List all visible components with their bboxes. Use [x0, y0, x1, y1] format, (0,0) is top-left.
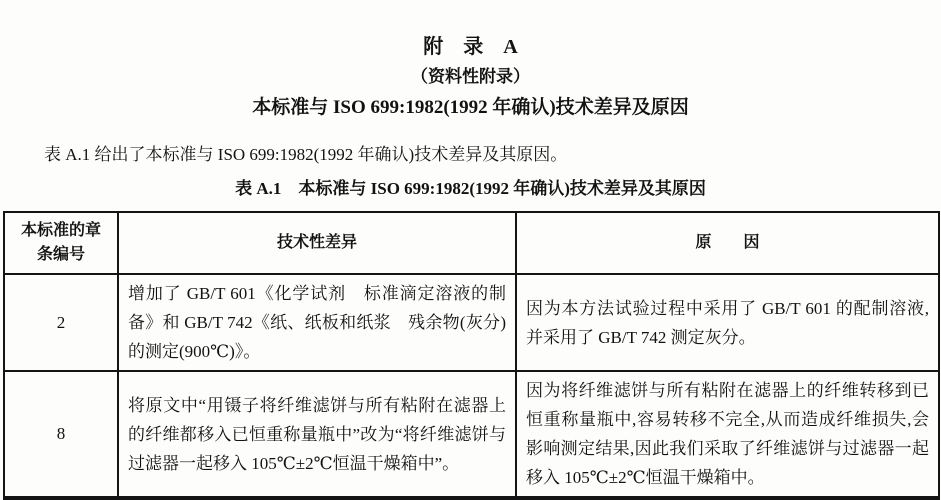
- appendix-title: 附 录 A: [423, 36, 518, 58]
- reason-cell: 因为将纤维滤饼与所有粘附在滤器上的纤维转移到已恒重称量瓶中,容易转移不完全,从而造成纤维损失,会影响测定结果,因此我们采取了纤维滤饼与过滤器一起移入 105℃±2℃恒温干燥箱中。: [516, 371, 939, 498]
- col-header-reason-label: 原 因: [695, 234, 760, 251]
- table-row: [4, 371, 939, 498]
- col-header-reason: [516, 212, 939, 274]
- appendix-header: [0, 0, 941, 120]
- intro-paragraph: 表 A.1 给出了本标准与 ISO 699:1982(1992 年确认)技术差异及其原因。: [44, 145, 568, 164]
- differences-table: [3, 211, 940, 500]
- difference-cell: 将原文中“用镊子将纤维滤饼与所有粘附在滤器上的纤维都移入已恒重称量瓶中”改为“将纤维滤饼与过滤器一起移入 105℃±2℃恒温干燥箱中”。: [118, 371, 516, 498]
- header-row: [4, 212, 939, 274]
- col-header-clause-label: 本标准的章条编号: [20, 222, 101, 263]
- difference-cell: 增加了 GB/T 601《化学试剂 标准滴定溶液的制备》和 GB/T 742《纸、纸板和纸浆 残余物(灰分)的测定(900℃)》。: [118, 274, 516, 371]
- col-header-clause: [4, 212, 118, 274]
- col-header-difference-label: 技术性差异: [276, 234, 357, 251]
- appendix-subtitle: （资料性附录）: [411, 67, 530, 86]
- appendix-heading: 本标准与 ISO 699:1982(1992 年确认)技术差异及原因: [252, 97, 689, 118]
- clause-cell: 2: [4, 274, 118, 371]
- table-row: [4, 274, 939, 371]
- reason-cell: 因为本方法试验过程中采用了 GB/T 601 的配制溶液,并采用了 GB/T 742 测定灰分。: [516, 274, 939, 371]
- clause-cell: 8: [4, 371, 118, 498]
- col-header-difference: [118, 212, 516, 274]
- table-caption: 表 A.1 本标准与 ISO 699:1982(1992 年确认)技术差异及其原因: [235, 179, 706, 198]
